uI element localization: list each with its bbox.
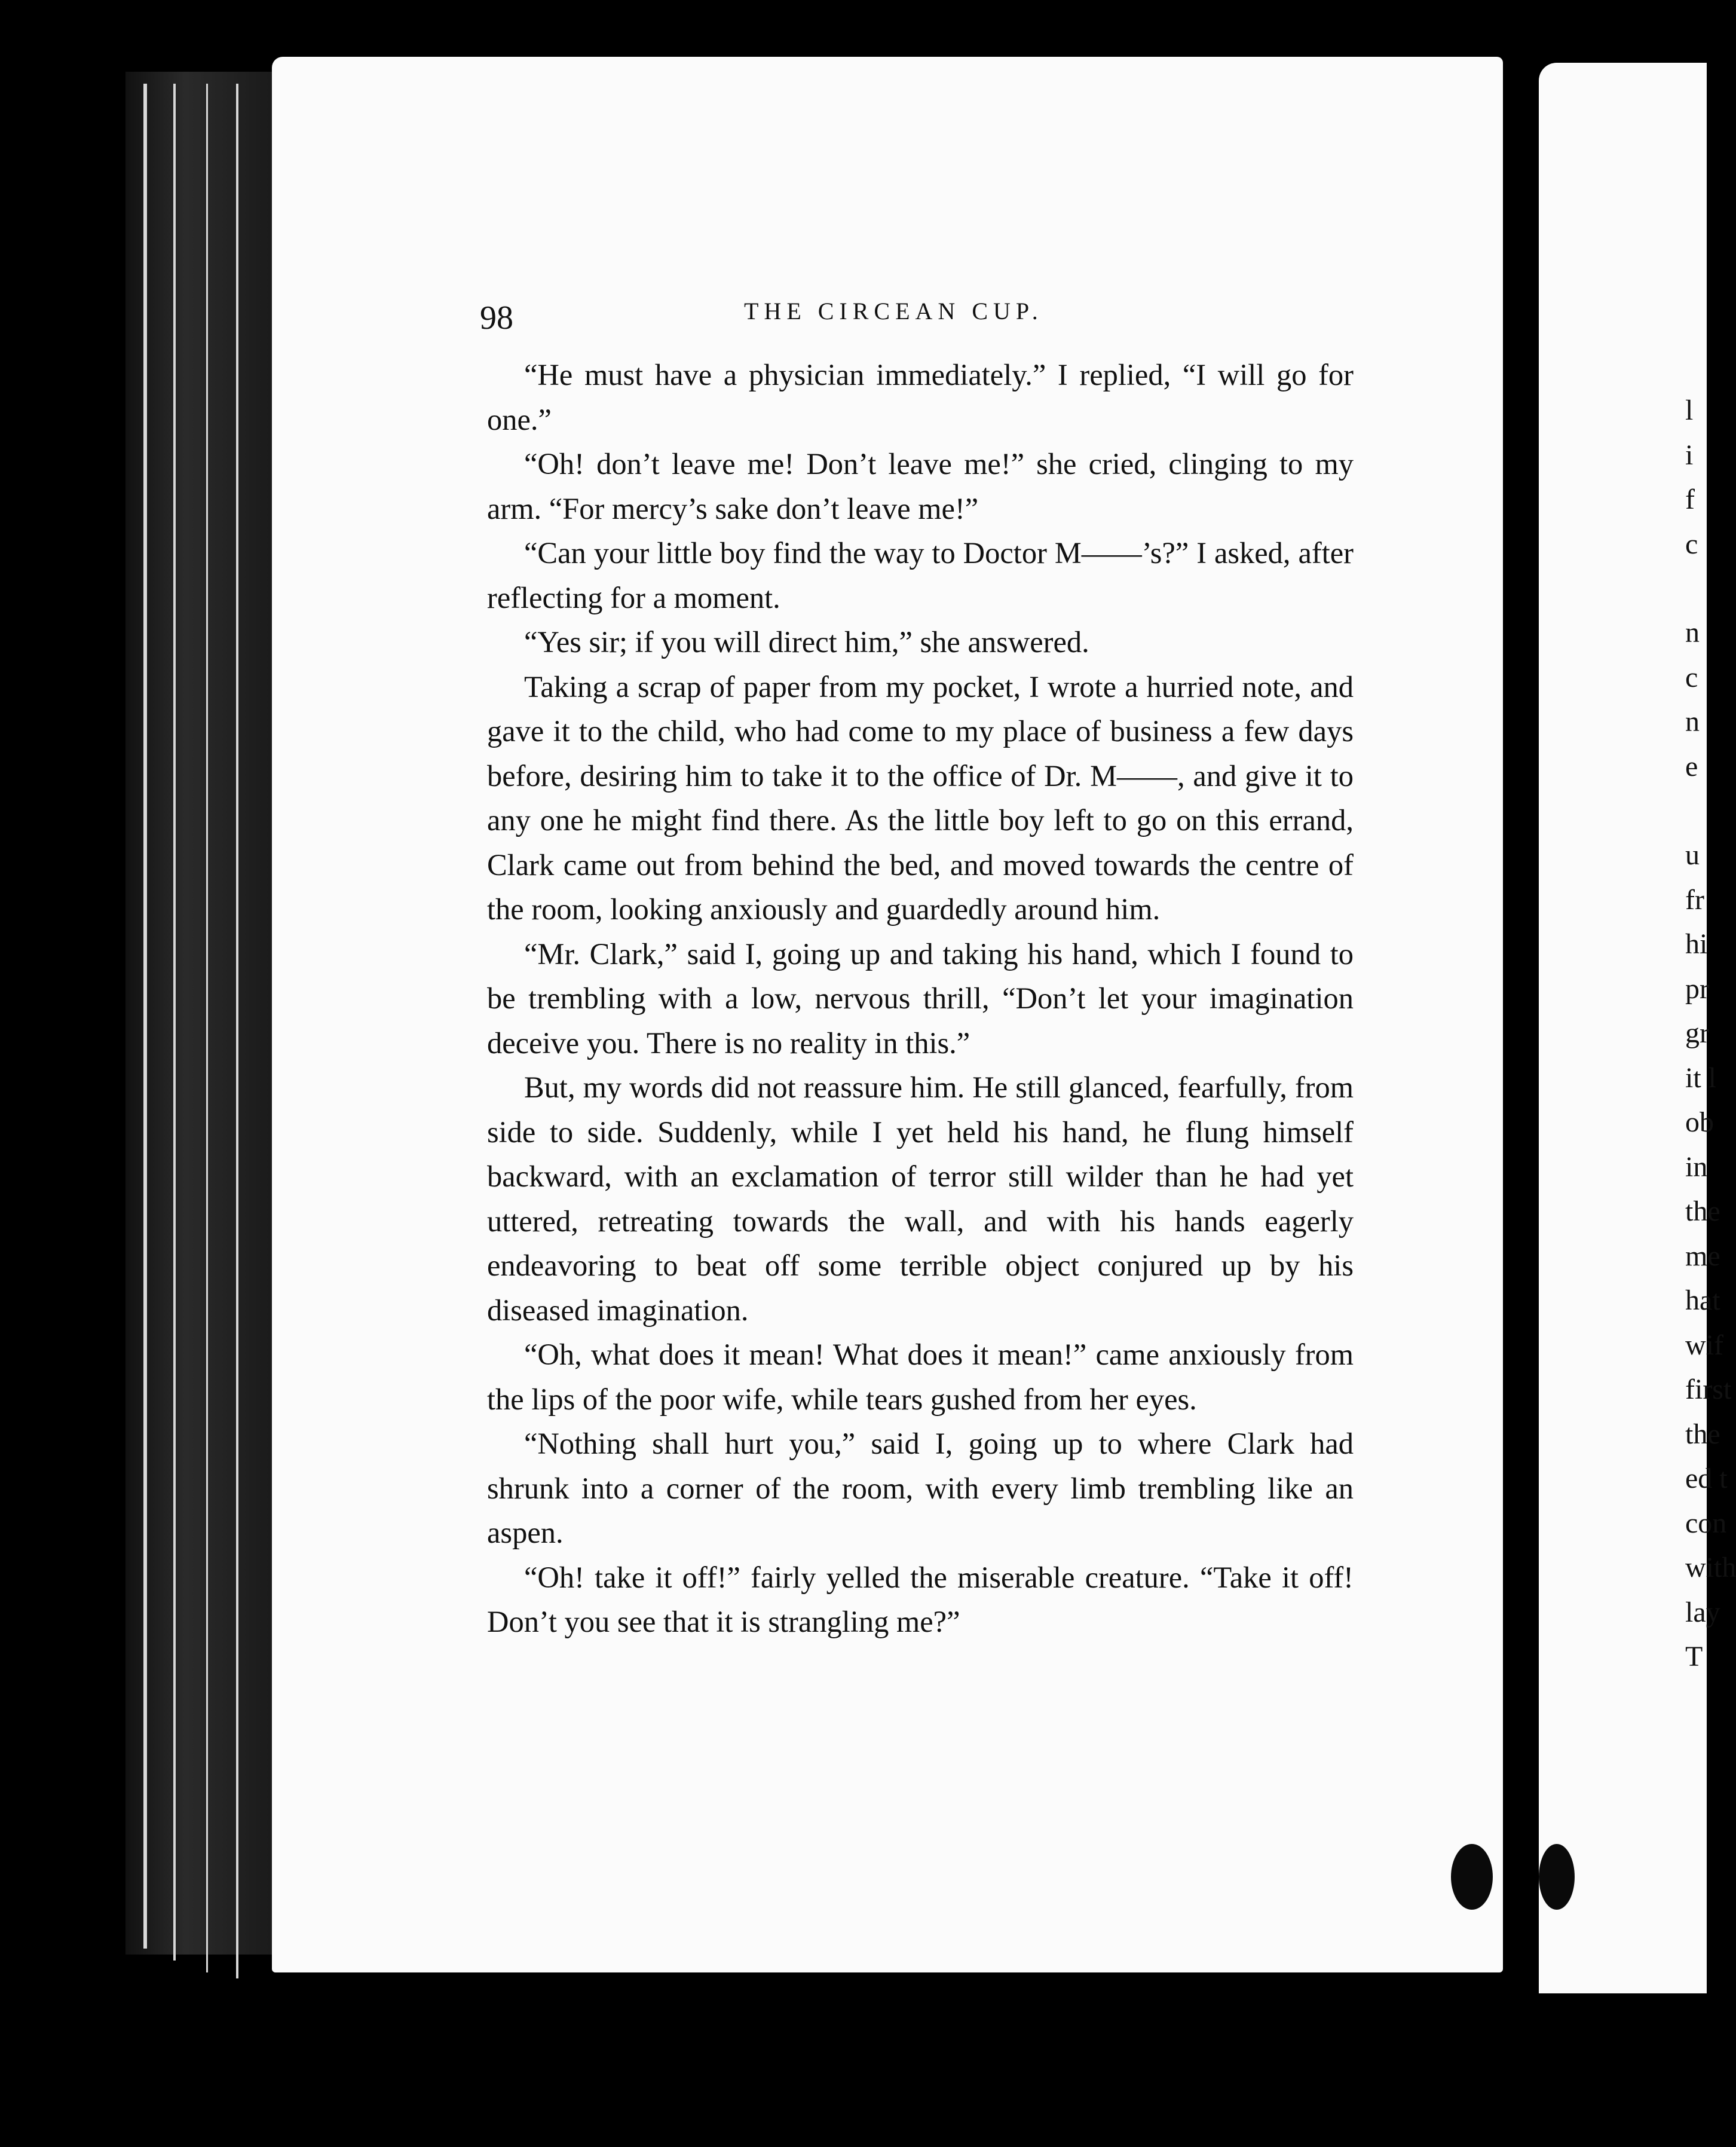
- running-title: THE CIRCEAN CUP.: [744, 298, 1043, 325]
- fragment: u: [1685, 839, 1700, 871]
- fragment: con: [1685, 1507, 1727, 1539]
- fragment: T: [1685, 1641, 1703, 1672]
- paragraph: “Yes sir; if you will direct him,” she answered.: [524, 625, 1089, 659]
- fragment: ob: [1685, 1106, 1714, 1138]
- fragment: fr: [1685, 883, 1704, 916]
- facing-page: [1539, 63, 1707, 1993]
- ink-blot: [1539, 1844, 1575, 1910]
- fragment: e: [1685, 750, 1698, 782]
- fragment: gr: [1685, 1017, 1709, 1049]
- fragment: the: [1685, 1418, 1720, 1450]
- fragment: c: [1685, 661, 1698, 693]
- paragraph: “Nothing shall hurt you,” said I, going up to where Clark had shrunk into a corner of the room, with every limb trembling like an aspen.: [487, 1427, 1354, 1549]
- paragraph: “Oh! don’t leave me! Don’t leave me!” she cried, clinging to my arm. “For mercy’s sake don’t leave me!”: [487, 447, 1354, 525]
- fragment: hat: [1685, 1284, 1720, 1316]
- fragment: first: [1685, 1374, 1732, 1405]
- page-edge: [236, 84, 238, 1978]
- fragment: c: [1685, 528, 1698, 560]
- ink-blot: [1451, 1844, 1493, 1910]
- fragment: with: [1685, 1552, 1736, 1583]
- fragment: f: [1685, 484, 1695, 515]
- paragraph: “Oh, what does it mean! What does it mean!” came anxiously from the lips of the poor wife, while tears gushed from her eyes.: [487, 1338, 1354, 1416]
- paragraph: Taking a scrap of paper from my pocket, I wrote a hurried note, and gave it to the child, who had come to my place of business a few days before, desiring him to take it to the office of Dr. M——, and give it to any one he might find there. As the little boy left to go on this errand, Clark came out from behind the bed, and moved towards the centre of the room, looking anxiously and guardedly around him.: [487, 669, 1354, 926]
- fragment: in: [1685, 1151, 1708, 1183]
- fragment: pr: [1685, 972, 1709, 1005]
- page-number: 98: [480, 299, 513, 337]
- body-text: [487, 353, 1354, 1644]
- fragment: the: [1685, 1195, 1720, 1227]
- fragment: ed t: [1685, 1463, 1728, 1494]
- fragment: me: [1685, 1240, 1720, 1272]
- facing-page-fragments: [1685, 389, 1736, 1680]
- fragment: n: [1685, 617, 1700, 649]
- paragraph: “He must have a physician immediately.” I replied, “I will go for one.”: [487, 358, 1354, 436]
- fragment: hi: [1685, 928, 1708, 960]
- fragment: it l: [1685, 1062, 1717, 1094]
- page-edge: [143, 84, 147, 1949]
- paragraph: But, my words did not reassure him. He still glanced, fearfully, from side to side. Suddenly, while I yet held his hand, he flung himself backward, with an exclamation of terror still wilder than he had yet uttered, retreating towards the wall, and with his hands eagerly endeavoring to beat off some terrible object conjured up by his diseased imagination.: [487, 1071, 1354, 1327]
- page-edge: [206, 84, 208, 1972]
- fragment: lay: [1685, 1596, 1720, 1628]
- paragraph: “Mr. Clark,” said I, going up and taking his hand, which I found to be trembling with a low, nervous thrill, “Don’t let your imagination deceive you. There is no reality in this.”: [487, 937, 1354, 1060]
- fragment: i: [1685, 439, 1694, 471]
- fragment: n: [1685, 706, 1700, 738]
- fragment: wif: [1685, 1329, 1723, 1361]
- paragraph: “Can your little boy find the way to Doctor M——’s?” I asked, after reflecting for a moment.: [487, 536, 1354, 614]
- book-edge-shadow: [125, 72, 275, 1955]
- fragment: l: [1685, 394, 1694, 426]
- page-edge: [173, 84, 176, 1961]
- paragraph: “Oh! take it off!” fairly yelled the miserable creature. “Take it off! Don’t you see that it is strangling me?”: [487, 1560, 1354, 1638]
